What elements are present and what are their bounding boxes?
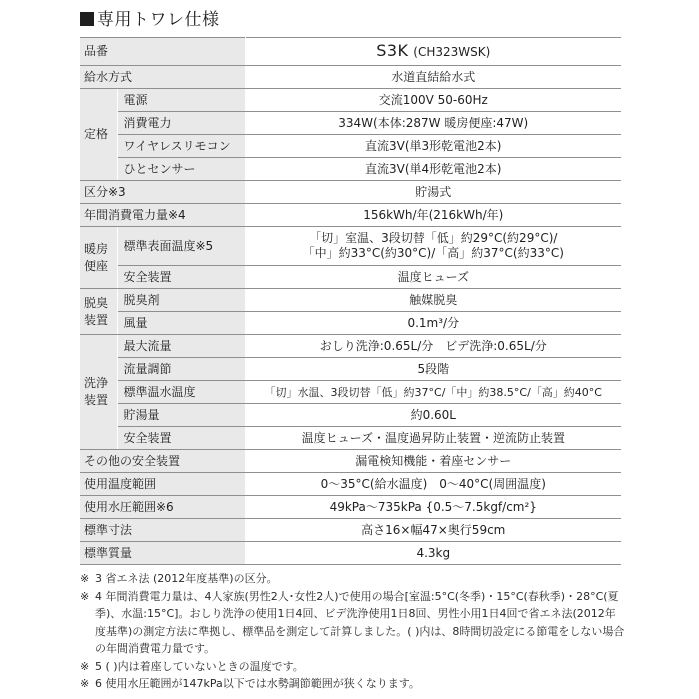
footnote [80, 675, 625, 693]
footnote [80, 570, 625, 588]
group-label-line: 便座 [84, 258, 109, 273]
row-value: 約0.60L [245, 404, 621, 427]
group-label-line: 洗浄 [84, 376, 109, 390]
table-row [80, 450, 621, 473]
note-text: 4 年間消費電力量は、4人家族(男性2人･女性2人)で使用の場合[室温:5°C(冬季)・15°C(春秋季)・28°C(夏季)、水温:15°C]。おしり洗浄の使用1日4回、ビデ洗浄使用1日8回、男性小用1日4回で省エネ法(2012年度基準)の測定方法に準拠し、標準品を測定して計算しました。( )内は、8時間切設定にる節電をしない場合の年間消費電力量です。 [95, 589, 625, 655]
row-value: 貯湯式 [245, 181, 621, 204]
row-value: 温度ヒューズ・温度過昇防止装置・逆流防止装置 [245, 427, 621, 450]
row-value: 5段階 [245, 358, 621, 381]
table-row [80, 542, 621, 565]
table-row [80, 204, 621, 227]
note-text: 5 ( )内は着座していないときの温度です。 [95, 659, 304, 673]
row-value: 0.1m³/分 [245, 312, 621, 335]
row-value: 温度ヒューズ [245, 266, 621, 289]
spec-table [80, 37, 621, 565]
row-label: 流量調節 [117, 358, 245, 381]
row-label: 最大流量 [117, 335, 245, 358]
note-mark: ※ [80, 677, 90, 690]
row-value: おしり洗浄:0.65L/分 ビデ洗浄:0.65L/分 [245, 335, 621, 358]
footnote [80, 588, 625, 658]
row-value: 「切」水温、3段切替「低」約37°C/「中」約38.5°C/「高」約40°C [245, 381, 621, 404]
row-value [245, 227, 621, 266]
row-value: 直流3V(単3形乾電池2本) [245, 135, 621, 158]
row-label: 消費電力 [117, 112, 245, 135]
table-row [80, 404, 621, 427]
table-row [80, 473, 621, 496]
row-label: 貯湯量 [117, 404, 245, 427]
footnote [80, 658, 625, 676]
table-row [80, 112, 621, 135]
row-value: 156kWh/年(216kWh/年) [245, 204, 621, 227]
table-row [80, 181, 621, 204]
row-label: 風量 [117, 312, 245, 335]
table-row [80, 89, 621, 112]
note-mark: ※ [80, 572, 90, 585]
row-label: ひとセンサー [117, 158, 245, 181]
row-value: 49kPa〜735kPa {0.5〜7.5kgf/cm²} [245, 496, 621, 519]
row-value: 高さ16×幅47×奥行59cm [245, 519, 621, 542]
row-value: 0〜35°C(給水温度) 0〜40°C(周囲温度) [245, 473, 621, 496]
row-value: 334W(本体:287W 暖房便座:47W) [245, 112, 621, 135]
row-value: 水道直結給水式 [245, 66, 621, 89]
table-row [80, 335, 621, 358]
value-line: 「切」室温、3段切替「低」約29°C(約29°C)/ [309, 231, 558, 245]
heading-text: 専用トワレ仕様 [97, 10, 220, 30]
row-value: 漏電検知機能・着座センサー [245, 450, 621, 473]
note-mark: ※ [80, 659, 90, 673]
table-row [80, 381, 621, 404]
row-label: 電源 [117, 89, 245, 112]
table-row [80, 312, 621, 335]
row-label: ワイヤレスリモコン [117, 135, 245, 158]
square-bullet-icon [80, 12, 94, 26]
note-mark: ※ [80, 589, 90, 603]
table-row [80, 266, 621, 289]
group-label-line: 装置 [84, 393, 109, 407]
group-label-wash [80, 335, 117, 450]
table-row [80, 427, 621, 450]
row-label: 安全装置 [117, 427, 245, 450]
row-label: 標準質量 [80, 542, 245, 565]
row-label: 給水方式 [80, 66, 245, 89]
model-number [245, 38, 621, 66]
row-value: 4.3kg [245, 542, 621, 565]
table-row [80, 66, 621, 89]
row-value: 交流100V 50-60Hz [245, 89, 621, 112]
row-label: 年間消費電力量※4 [80, 204, 245, 227]
model-main: S3K [376, 41, 409, 60]
row-label: 脱臭剤 [117, 289, 245, 312]
row-label: その他の安全装置 [80, 450, 245, 473]
table-row [80, 227, 621, 266]
group-label-deodorizer [80, 289, 117, 335]
spec-heading [80, 9, 220, 31]
value-line: 「中」約33°C(約30°C)/「高」約37°C(約33°C) [302, 246, 564, 260]
row-label: 使用水圧範囲※6 [80, 496, 245, 519]
group-label-heated-seat [80, 227, 117, 289]
row-label: 区分※3 [80, 181, 245, 204]
group-label-line: 脱臭 [84, 295, 109, 310]
row-value: 触媒脱臭 [245, 289, 621, 312]
table-row [80, 38, 621, 66]
table-row [80, 158, 621, 181]
table-row [80, 289, 621, 312]
row-value: 直流3V(単4形乾電池2本) [245, 158, 621, 181]
table-row [80, 519, 621, 542]
row-label: 標準寸法 [80, 519, 245, 542]
row-label: 標準温水温度 [117, 381, 245, 404]
model-sub: (CH323WSK) [413, 45, 491, 59]
group-label-line: 装置 [84, 312, 109, 327]
table-row [80, 135, 621, 158]
row-label: 使用温度範囲 [80, 473, 245, 496]
table-row [80, 496, 621, 519]
footnotes [80, 570, 625, 693]
note-text: 6 使用水圧範囲が147kPa以下では水勢調節範囲が狭くなります。 [95, 677, 420, 690]
group-label-rating: 定格 [80, 89, 117, 181]
table-row [80, 358, 621, 381]
row-label: 品番 [80, 38, 245, 66]
group-label-line: 暖房 [84, 241, 109, 256]
row-label: 安全装置 [117, 266, 245, 289]
note-text: 3 省エネ法 (2012年度基準)の区分。 [95, 572, 278, 585]
row-label: 標準表面温度※5 [117, 227, 245, 266]
